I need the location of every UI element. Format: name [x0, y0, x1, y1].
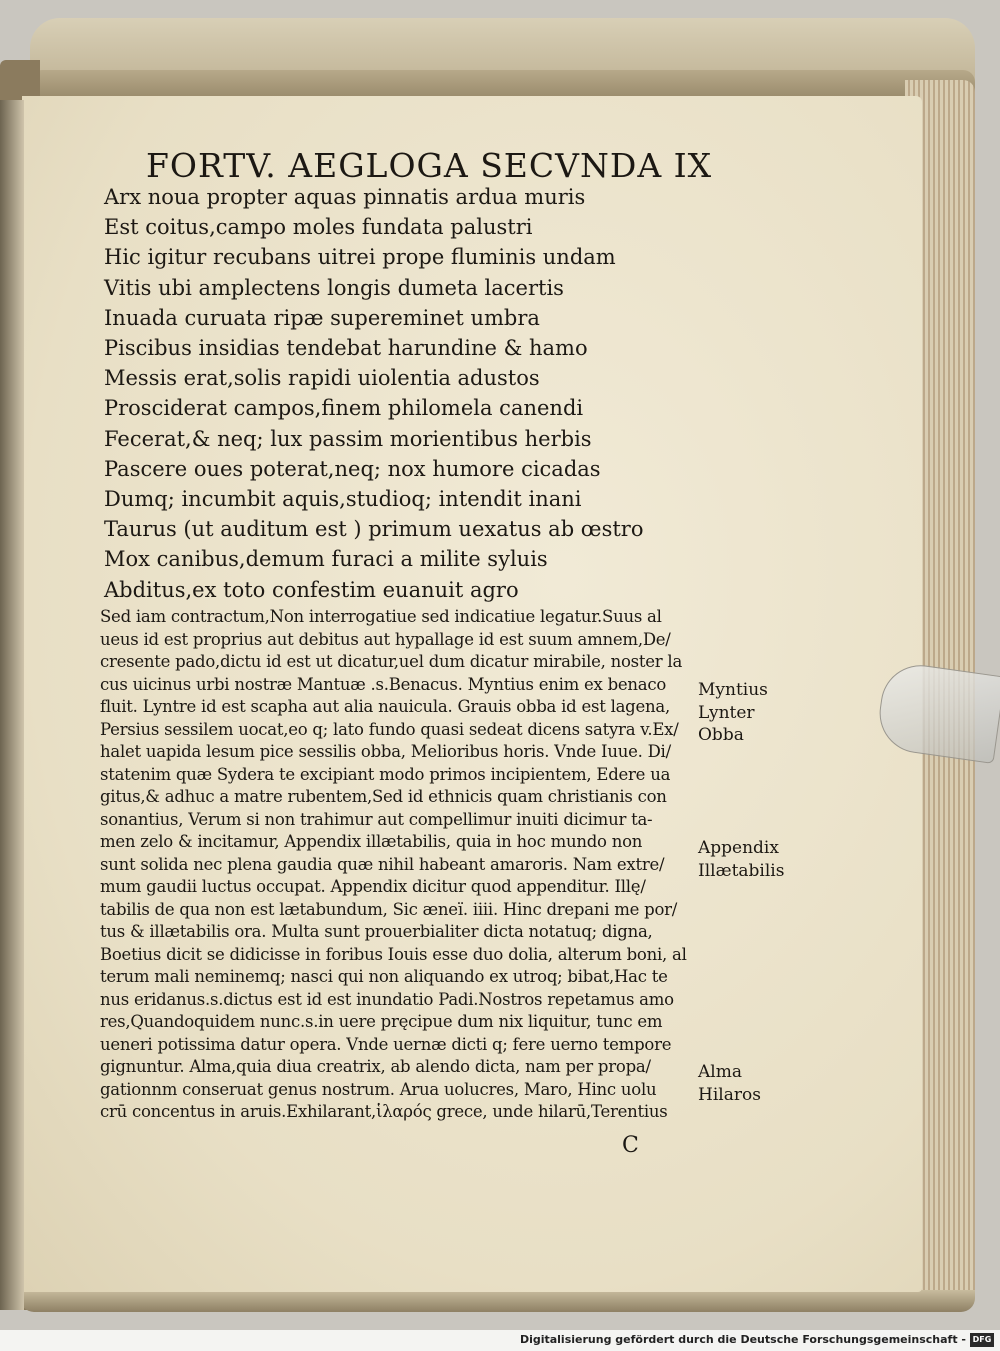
marginal-note: Hilaros	[698, 1084, 761, 1105]
commentary-line: cresente pado,dictu id est ut dicatur,uel dum dicatur mirabile, noster la	[100, 652, 683, 671]
marginal-note: Alma	[698, 1062, 742, 1082]
marginal-note: Appendix	[698, 838, 779, 858]
verse-line: Abditus,ex toto confestim euanuit agro	[104, 577, 519, 602]
verse-line: Est coitus,campo moles fundata palustri	[104, 215, 533, 240]
marginal-notes	[698, 837, 784, 882]
commentary-line: gationnm conseruat genus nostrum. Arua uolucres, Maro, Hinc uolu	[100, 1079, 657, 1099]
verse-line: Mox canibus,demum furaci a milite syluis	[104, 547, 548, 572]
commentary-line: res,Quandoquidem nunc.s.in uere pręcipue dum nix liquitur, tunc em	[100, 1012, 663, 1031]
commentary-line: gitus,& adhuc a matre rubentem,Sed id ethnicis quam christianis con	[100, 787, 667, 806]
verse-line: Inuada curuata ripæ supereminet umbra	[104, 305, 540, 330]
dfg-logo-icon: DFG	[970, 1333, 994, 1347]
verse-line: Piscibus insidias tendebat harundine & hamo	[104, 336, 588, 361]
commentary-line: ueus id est proprius aut debitus aut hypallage id est suum amnem,De/	[100, 629, 671, 649]
verse-line: Vitis ubi amplectens longis dumeta lacertis	[104, 275, 564, 300]
verse-line: Messis erat,solis rapidi uiolentia adustos	[104, 366, 540, 391]
signature-mark: C	[622, 1133, 639, 1158]
marginal-note: Obba	[698, 725, 744, 745]
marginal-note: Lynter	[698, 702, 755, 723]
commentary-line: tabilis de qua non est lætabundum, Sic æneï. iiii. Hinc drepani me por/	[100, 899, 678, 919]
commentary-line: halet uapida lesum pice sessilis obba, Melioribus horis. Vnde Iuue. Di/	[100, 742, 671, 761]
commentary-line: Sed iam contractum,Non interrogatiue sed indicatiue legatur.Suus al	[100, 607, 662, 626]
commentary-line: Boetius dicit se didicisse in foribus Iouis esse duo dolia, alterum boni, al	[100, 944, 687, 964]
commentary-line: tus & illætabilis ora. Multa sunt prouerbialiter dicta notatuq; digna,	[100, 922, 653, 941]
commentary-line: nus eridanus.s.dictus est id est inundatio Padi.Nostros repetamus amo	[100, 989, 674, 1009]
commentary-line: mum gaudii luctus occupat. Appendix dicitur quod appenditur. Illę/	[100, 877, 646, 896]
verse-line: Arx noua propter aquas pinnatis ardua muris	[104, 185, 586, 209]
verse-line: Hic igitur recubans uitrei prope fluminis undam	[104, 245, 616, 270]
verse-line: Fecerat,& neq; lux passim morientibus herbis	[104, 426, 592, 451]
verse-line: Dumq; incumbit aquis,studioq; intendit inani	[104, 487, 582, 512]
running-header: FORTV. AEGLOGA SECVNDA IX	[146, 146, 713, 185]
commentary-line: statenim quæ Sydera te excipiant modo primos incipientem, Edere ua	[100, 764, 671, 784]
commentary-line: men zelo & incitamur, Appendix illætabilis, quia in hoc mundo non	[100, 832, 643, 851]
verse-line: Taurus (ut auditum est ) primum uexatus ab œstro	[104, 517, 644, 542]
marginal-notes	[698, 679, 768, 747]
marginal-note: Myntius	[698, 680, 768, 700]
footer-credit: Digitalisierung gefördert durch die Deutsche Forschungsgemeinschaft -	[519, 1333, 966, 1346]
book-bottom-edge	[20, 1290, 975, 1312]
footer-bar	[0, 1330, 1000, 1351]
marginal-notes	[698, 1061, 761, 1106]
verse-line: Pascere oues poterat,neq; nox humore cicadas	[104, 456, 601, 481]
commentary-line: crū concentus in aruis.Exhilarant,ἱλαρός grece, unde hilarū,Terentius	[100, 1102, 668, 1121]
verse-block	[104, 182, 643, 605]
commentary-block	[100, 606, 687, 1124]
commentary-line: sunt solida nec plena gaudia quæ nihil habeant amaroris. Nam extre/	[100, 854, 665, 874]
commentary-line: fluit. Lyntre id est scapha aut alia nauicula. Grauis obba id est lagena,	[100, 697, 670, 716]
verse-line: Prosciderat campos,finem philomela canendi	[104, 396, 584, 421]
marginal-note: Illætabilis	[698, 860, 785, 881]
commentary-line: terum mali neminemq; nasci qui non aliquando ex utroq; bibat,Hac te	[100, 967, 668, 986]
commentary-line: sonantius, Verum si non trahimur aut compellimur inuiti dicimur ta-	[100, 809, 653, 829]
commentary-line: cus uicinus urbi nostræ Mantuæ .s.Benacus. Myntius enim ex benaco	[100, 674, 667, 694]
commentary-line: ueneri potissima datur opera. Vnde uernæ dicti q; fere uerno tempore	[100, 1034, 672, 1054]
commentary-line: gignuntur. Alma,quia diua creatrix, ab alendo dicta, nam per propa/	[100, 1057, 651, 1076]
book-gutter	[0, 100, 24, 1310]
commentary-line: Persius sessilem uocat,eo q; lato fundo quasi sedeat dicens satyra v.Ex/	[100, 719, 679, 739]
